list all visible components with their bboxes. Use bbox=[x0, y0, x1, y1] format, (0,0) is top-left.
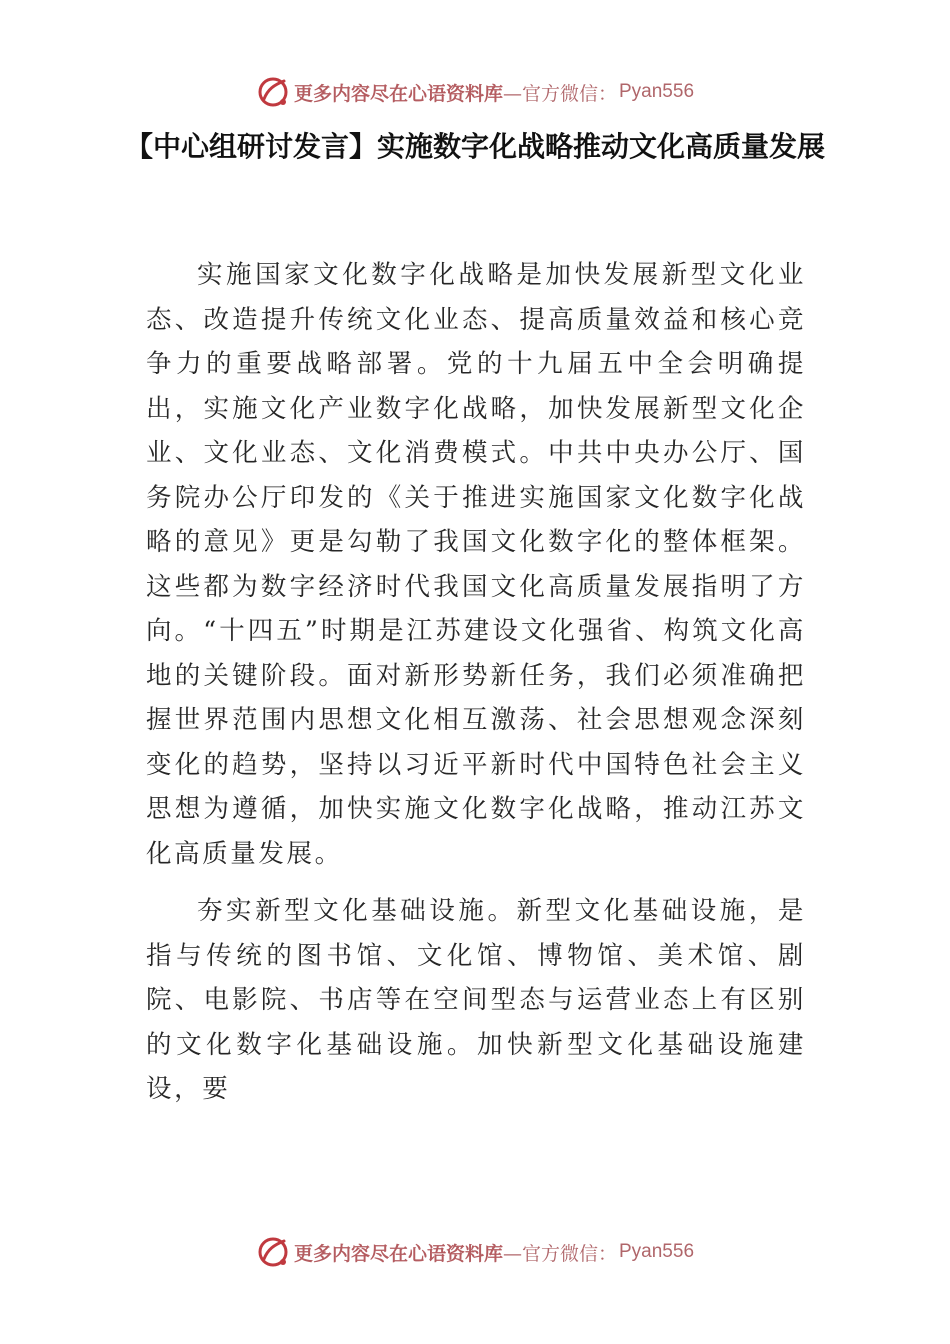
header-banner bbox=[0, 72, 950, 112]
banner-tail-text: —官方微信： bbox=[502, 82, 617, 105]
banner-wechat-id: Pyan556 bbox=[619, 81, 695, 102]
paragraph: 实施国家文化数字化战略是加快发展新型文化业态、改造提升传统文化业态、提高质量效益和核心竞争力的重要战略部署。党的十九届五中全会明确提出，实施文化产业数字化战略，加快发展新型文化企业、文化业态、文化消费模式。中共中央办公厅、国务院办公厅印发的《关于推进实施国家文化数字化战略的意见》更是勾勒了我国文化数字化的整体框架。这些都为数字经济时代我国文化高质量发展指明了方向。“十四五”时期是江苏建设文化强省、构筑文化高地的关键阶段。面对新形势新任务，我们必须准确把握世界范围内思想文化相互激荡、社会思想观念深刻变化的趋势，坚持以习近平新时代中国特色社会主义思想为遵循，加快实施文化数字化战略，推动江苏文化高质量发展。 bbox=[146, 260, 806, 869]
paragraph: 夯实新型文化基础设施。新型文化基础设施，是指与传统的图书馆、文化馆、博物馆、美术馆、剧院、电影院、书店等在空间型态与运营业态上有区别的文化数字化基础设施。加快新型文化基础设施建设，要 bbox=[146, 896, 806, 1104]
banner-lead-text: 更多内容尽在心语资料库 bbox=[293, 1242, 503, 1265]
banner-tail-text: —官方微信： bbox=[502, 1242, 617, 1265]
banner-wechat-id: Pyan556 bbox=[619, 1241, 695, 1262]
footer-banner bbox=[0, 1232, 950, 1272]
banner-lead-text: 更多内容尽在心语资料库 bbox=[293, 82, 503, 105]
document-title: 【中心组研讨发言】实施数字化战略推动文化高质量发展 bbox=[124, 130, 825, 163]
logo-icon bbox=[256, 75, 290, 109]
document-body bbox=[146, 253, 806, 1112]
logo-icon bbox=[256, 1235, 290, 1269]
